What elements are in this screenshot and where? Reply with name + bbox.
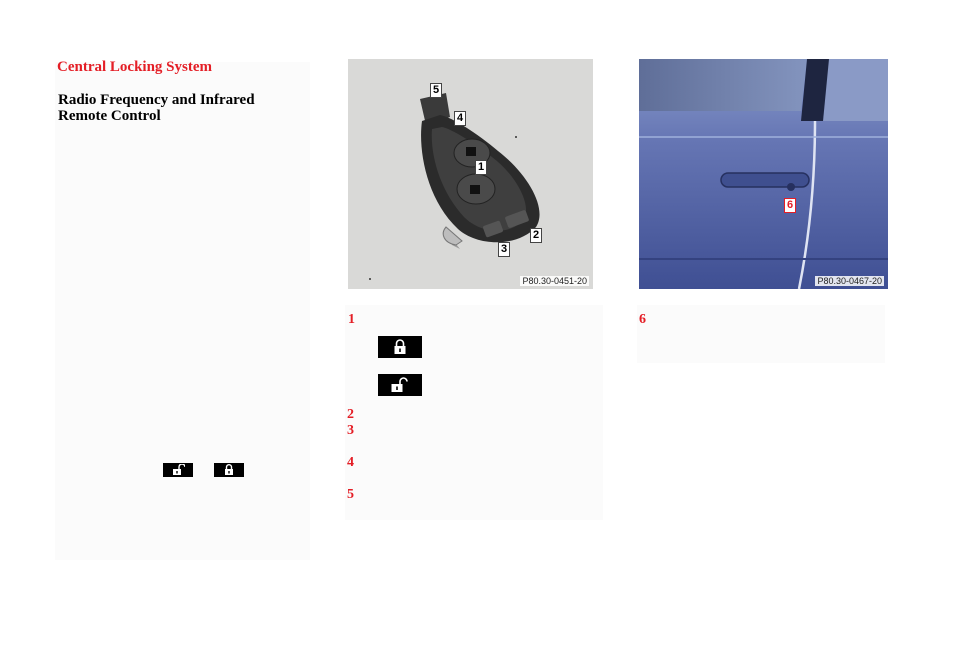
lock-symbol-box bbox=[378, 336, 422, 358]
figure-code: P80.30-0451-20 bbox=[522, 276, 587, 286]
legend-number-3: 3 bbox=[347, 423, 354, 438]
subtitle: Radio Frequency and Infrared Remote Control bbox=[58, 92, 255, 124]
left-text-panel bbox=[55, 62, 310, 560]
figure-car-door bbox=[639, 59, 888, 289]
callout-1: 1 bbox=[475, 160, 487, 175]
lock-icon-inline bbox=[214, 463, 244, 477]
legend-number-6: 6 bbox=[639, 312, 646, 327]
unlock-icon-inline bbox=[163, 463, 193, 477]
lock-closed-icon bbox=[393, 339, 407, 355]
callout-6: 6 bbox=[784, 198, 796, 213]
callout-5: 5 bbox=[430, 83, 442, 98]
legend-number-5: 5 bbox=[347, 487, 354, 502]
lock-open-icon bbox=[171, 464, 185, 476]
legend-number-4: 4 bbox=[347, 455, 354, 470]
callout-4: 4 bbox=[454, 111, 466, 126]
section-title: Central Locking System bbox=[57, 59, 212, 75]
legend-number-1: 1 bbox=[348, 312, 355, 327]
callout-2: 2 bbox=[530, 228, 542, 243]
callout-3: 3 bbox=[498, 242, 510, 257]
figure-code: P80.30-0467-20 bbox=[817, 276, 882, 286]
figure-remote-key bbox=[348, 59, 593, 289]
car-door-illustration bbox=[639, 59, 888, 289]
legend-number-2: 2 bbox=[347, 407, 354, 422]
lock-open-icon bbox=[390, 377, 410, 393]
right-text-panel bbox=[637, 305, 885, 363]
unlock-symbol-box bbox=[378, 374, 422, 396]
lock-closed-icon bbox=[223, 464, 235, 476]
remote-key-illustration bbox=[348, 59, 593, 289]
